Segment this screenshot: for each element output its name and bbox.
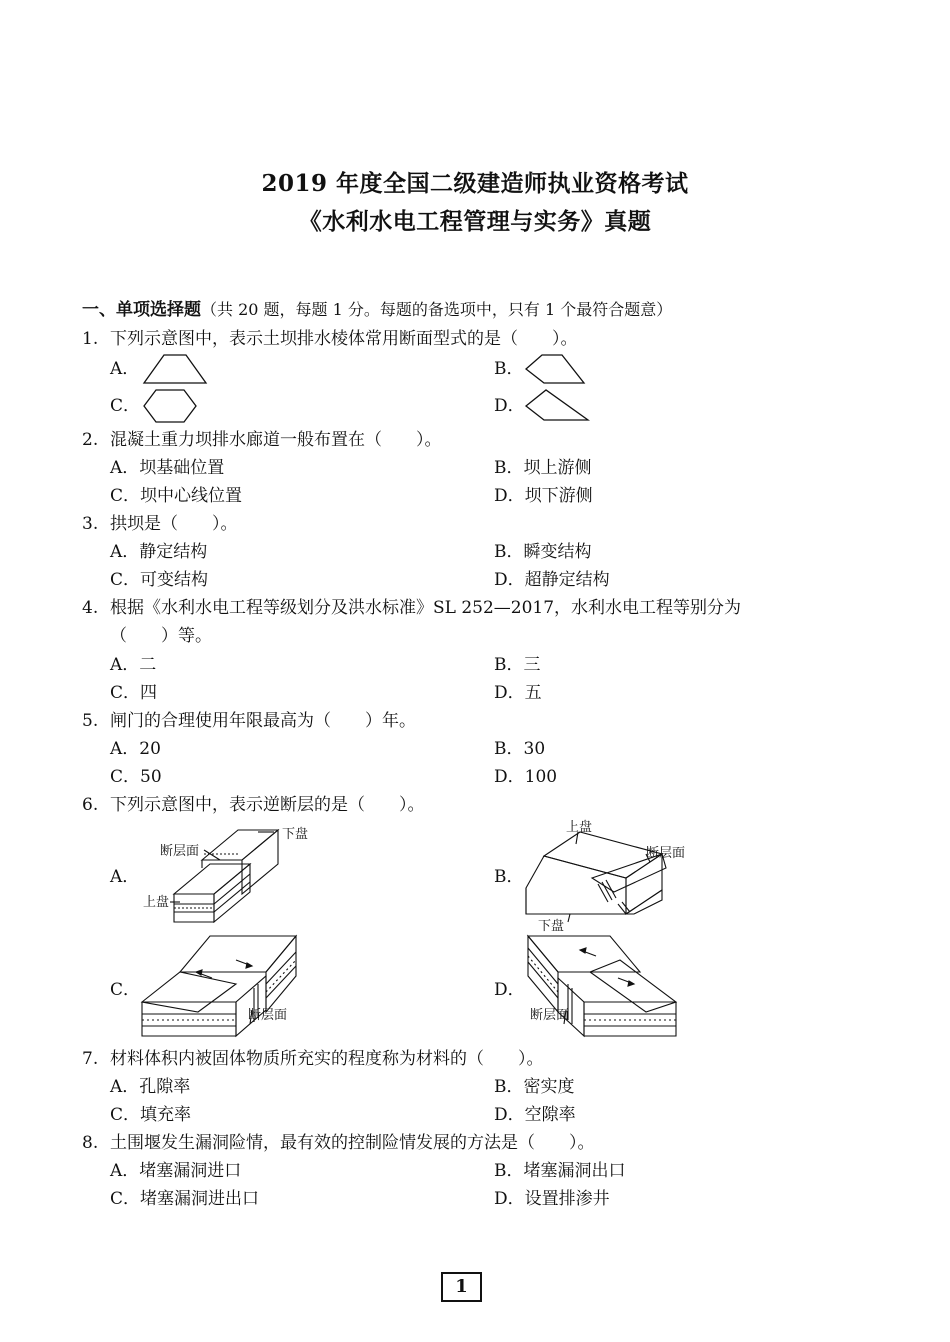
- page-number: 1: [441, 1272, 482, 1302]
- q7-option-b: [494, 1075, 575, 1099]
- option-label: A．: [110, 458, 140, 478]
- option-label: A．: [110, 1077, 140, 1097]
- question-number: 5.: [82, 711, 99, 731]
- q5-option-d: [494, 765, 557, 789]
- option-label: B．: [494, 655, 524, 675]
- option-text: 二: [139, 655, 157, 675]
- option-label: C．: [110, 486, 141, 506]
- q6-option-c-label: C．: [110, 980, 141, 1000]
- q7-option-c: [110, 1103, 191, 1127]
- q1-option-b-label: B．: [494, 359, 524, 379]
- option-text: 填充率: [140, 1105, 192, 1125]
- option-label: D．: [494, 486, 525, 506]
- question-1: [82, 327, 578, 351]
- option-label: C．: [110, 683, 141, 703]
- q5-option-b: [494, 737, 545, 761]
- q4-option-b: [494, 653, 541, 677]
- q7-option-a: [110, 1075, 190, 1099]
- q6b-hanging-wall-label: 上盘: [566, 820, 593, 835]
- question-text: 土围堰发生漏洞险情，最有效的控制险情发展的方法是（ ）。: [110, 1133, 595, 1153]
- question-text: 闸门的合理使用年限最高为（ ）年。: [110, 711, 416, 731]
- question-text: 下列示意图中，表示土坝排水棱体常用断面型式的是（ ）。: [110, 329, 578, 349]
- option-label: D．: [494, 1189, 525, 1209]
- section-note: （共 20 题，每题 1 分。每题的备选项中，只有 1 个最符合题意）: [201, 300, 673, 319]
- option-label: D．: [494, 767, 525, 787]
- question-number: 3.: [82, 514, 99, 534]
- option-label: A．: [110, 655, 140, 675]
- q5-option-c: [110, 765, 162, 789]
- question-text: 材料体积内被固体物质所充实的程度称为材料的（ ）。: [110, 1049, 544, 1069]
- option-label: B．: [494, 1161, 524, 1181]
- q6-option-b-fault-diagram: [522, 818, 692, 930]
- question-text: 下列示意图中，表示逆断层的是（ ）。: [110, 795, 425, 815]
- option-text: 五: [524, 683, 542, 703]
- option-text: 瞬变结构: [523, 542, 592, 562]
- option-text: 20: [139, 739, 161, 759]
- q6d-fault-plane-label: 断层面: [530, 1008, 570, 1023]
- q4-option-d: [494, 681, 542, 705]
- question-number: 7.: [82, 1049, 99, 1069]
- option-text: 30: [523, 739, 546, 759]
- option-text: 堵塞漏洞进出口: [140, 1189, 260, 1209]
- exam-subtitle: 《水利水电工程管理与实务》真题: [298, 208, 652, 235]
- question-number: 8.: [82, 1133, 99, 1153]
- q6-option-b-label: B．: [494, 867, 524, 887]
- q6b-foot-wall-label: 下盘: [538, 919, 565, 934]
- question-text: 拱坝是（ ）。: [110, 514, 238, 534]
- option-text: 四: [140, 683, 158, 703]
- option-text: 三: [523, 655, 541, 675]
- option-label: C．: [110, 570, 141, 590]
- option-text: 坝下游侧: [524, 486, 593, 506]
- question-number: 6.: [82, 795, 99, 815]
- option-label: D．: [494, 570, 525, 590]
- option-text: 坝基础位置: [139, 458, 225, 478]
- option-text: 100: [524, 767, 558, 787]
- option-label: A．: [110, 1161, 140, 1181]
- q8-option-d: [494, 1187, 610, 1211]
- q3-option-b: [494, 540, 592, 564]
- q8-option-c: [110, 1187, 259, 1211]
- q1-option-d-label: D．: [494, 396, 525, 416]
- q6b-fault-plane-label: 断层面: [646, 846, 686, 861]
- q7-option-d: [494, 1103, 576, 1127]
- question-text: 根据《水利水电工程等级划分及洪水标准》SL 252—2017，水利水电工程等别分为: [110, 598, 742, 618]
- option-text: 设置排渗井: [524, 1189, 610, 1209]
- option-text: 超静定结构: [524, 570, 610, 590]
- q5-option-a: [110, 737, 161, 761]
- option-text: 50: [140, 767, 162, 787]
- question-3: [82, 512, 238, 536]
- section-title: 一、单项选择题: [82, 300, 201, 320]
- q6a-foot-wall-label: 下盘: [282, 827, 309, 842]
- option-label: B．: [494, 458, 524, 478]
- q6-option-a-label: A．: [110, 867, 140, 887]
- option-text: 可变结构: [140, 570, 209, 590]
- q2-option-b: [494, 456, 592, 480]
- option-text: 坝上游侧: [523, 458, 592, 478]
- q2-option-c: [110, 484, 242, 508]
- q3-option-d: [494, 568, 610, 592]
- question-2: [82, 428, 442, 452]
- option-text: 静定结构: [139, 542, 208, 562]
- q4-option-c: [110, 681, 157, 705]
- question-number: 4.: [82, 598, 99, 618]
- exam-title: 2019 年度全国二级建造师执业资格考试: [261, 170, 689, 197]
- q1-option-a-trapezoid: [142, 353, 208, 385]
- option-label: A．: [110, 739, 140, 759]
- option-text: 坝中心线位置: [140, 486, 243, 506]
- q6a-hanging-wall-label: 上盘: [143, 895, 170, 910]
- option-text: 空隙率: [524, 1105, 576, 1125]
- option-label: C．: [110, 1105, 141, 1125]
- q1-option-c-label: C．: [110, 396, 141, 416]
- q6-option-d-label: D．: [494, 980, 525, 1000]
- option-label: D．: [494, 683, 525, 703]
- question-7: [82, 1047, 544, 1071]
- section-heading: [82, 298, 672, 322]
- option-label: B．: [494, 739, 524, 759]
- option-text: 堵塞漏洞进口: [139, 1161, 242, 1181]
- q6a-fault-plane-label: 断层面: [160, 844, 200, 859]
- question-8: [82, 1131, 595, 1155]
- q8-option-b: [494, 1159, 626, 1183]
- option-label: B．: [494, 1077, 524, 1097]
- option-label: B．: [494, 542, 524, 562]
- option-text: 密实度: [523, 1077, 575, 1097]
- question-6: [82, 793, 425, 817]
- question-4: [82, 596, 741, 620]
- option-label: D．: [494, 1105, 525, 1125]
- q2-option-d: [494, 484, 593, 508]
- option-text: 堵塞漏洞出口: [523, 1161, 626, 1181]
- question-5: [82, 709, 416, 733]
- q1-option-b-shape: [524, 353, 586, 385]
- q2-option-a: [110, 456, 224, 480]
- question-number: 1.: [82, 329, 99, 349]
- q3-option-c: [110, 568, 208, 592]
- q1-option-c-hexagon: [142, 388, 200, 424]
- q4-option-a: [110, 653, 156, 677]
- option-text: 孔隙率: [139, 1077, 191, 1097]
- q1-option-d-shape: [524, 388, 590, 424]
- question-4-continuation: （ ）等。: [110, 626, 212, 646]
- option-label: C．: [110, 767, 141, 787]
- q3-option-a: [110, 540, 207, 564]
- option-label: A．: [110, 542, 140, 562]
- q6c-fault-plane-label: 断层面: [248, 1008, 288, 1023]
- question-text: 混凝土重力坝排水廊道一般布置在（ ）。: [110, 430, 442, 450]
- q1-option-a-label: A．: [110, 359, 140, 379]
- option-label: C．: [110, 1189, 141, 1209]
- question-number: 2.: [82, 430, 99, 450]
- q8-option-a: [110, 1159, 241, 1183]
